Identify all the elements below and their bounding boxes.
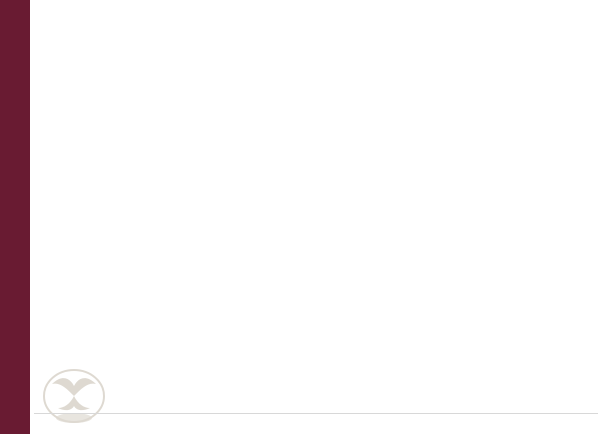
brand-side-band — [0, 0, 30, 434]
chart-header — [40, 18, 594, 44]
footer-divider — [34, 413, 598, 414]
bar-series-container — [72, 112, 594, 344]
x-axis — [72, 345, 594, 393]
y-axis — [36, 112, 70, 344]
chart-plot-area — [36, 112, 596, 372]
